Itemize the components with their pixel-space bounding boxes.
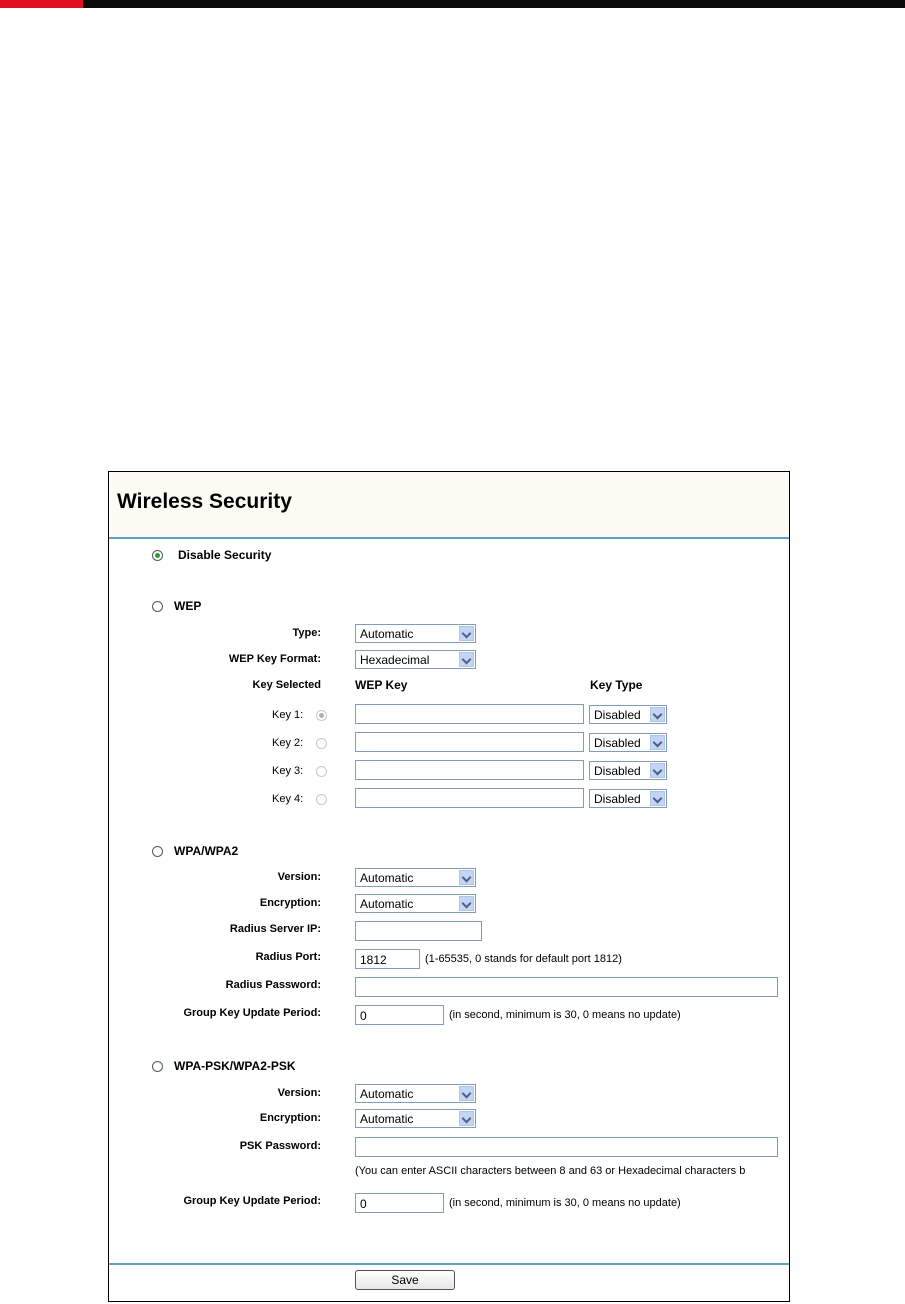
psk-version-select[interactable]: Automatic [355, 1084, 476, 1103]
wep-type-select[interactable]: Automatic [355, 624, 476, 643]
chevron-down-icon [650, 763, 665, 778]
key-selected-header: Key Selected [252, 679, 321, 691]
chevron-down-icon [459, 1086, 474, 1101]
wpa-psk-label: WPA-PSK/WPA2-PSK [174, 1059, 296, 1073]
wep-label: WEP [174, 599, 202, 613]
chevron-down-icon [459, 652, 474, 667]
radius-server-ip-label: Radius Server IP: [229, 923, 321, 935]
radius-password-input[interactable] [355, 977, 778, 997]
wpa-version-select[interactable]: Automatic [355, 868, 476, 887]
key1-label: Key 1: [272, 709, 304, 721]
header-divider [109, 537, 789, 539]
wpa-group-key-label: Group Key Update Period: [183, 1007, 321, 1019]
key3-input[interactable] [355, 760, 584, 780]
key3-label: Key 3: [272, 765, 304, 777]
chevron-down-icon [459, 1111, 474, 1126]
psk-encryption-label: Encryption: [259, 1112, 321, 1124]
wep-key-format-select[interactable]: Hexadecimal [355, 650, 476, 669]
disable-security-label: Disable Security [178, 548, 272, 562]
top-header-bar [0, 0, 905, 8]
wep-key-header: WEP Key [355, 678, 408, 692]
key1-type-select[interactable]: Disabled [589, 705, 667, 724]
key2-type-select[interactable]: Disabled [589, 733, 667, 752]
key2-input[interactable] [355, 732, 584, 752]
chevron-down-icon [650, 707, 665, 722]
wep-type-label: Type: [292, 627, 321, 639]
key2-label: Key 2: [272, 737, 304, 749]
key1-radio[interactable] [316, 710, 327, 721]
wpa-version-label: Version: [277, 871, 321, 883]
wpa-encryption-label: Encryption: [259, 897, 321, 909]
chevron-down-icon [459, 870, 474, 885]
panel-header [109, 472, 789, 537]
psk-encryption-select[interactable]: Automatic [355, 1109, 476, 1128]
key4-input[interactable] [355, 788, 584, 808]
wpa-psk-radio[interactable] [152, 1061, 163, 1072]
footer-divider [109, 1263, 789, 1265]
wpa-group-key-hint: (in second, minimum is 30, 0 means no update) [449, 1009, 681, 1021]
save-button[interactable]: Save [355, 1270, 455, 1290]
radius-port-hint: (1-65535, 0 stands for default port 1812) [425, 953, 622, 965]
wpa-encryption-select[interactable]: Automatic [355, 894, 476, 913]
key4-radio[interactable] [316, 794, 327, 805]
wpa-radio[interactable] [152, 846, 163, 857]
chevron-down-icon [650, 735, 665, 750]
brand-accent-bar [0, 0, 83, 8]
wpa-group-key-input[interactable]: 0 [355, 1005, 444, 1025]
chevron-down-icon [650, 791, 665, 806]
page-title: Wireless Security [117, 490, 292, 513]
key3-radio[interactable] [316, 766, 327, 777]
psk-password-hint: (You can enter ASCII characters between 8 and 63 or Hexadecimal characters b [355, 1165, 746, 1177]
wireless-security-panel [108, 471, 790, 1302]
key-type-header: Key Type [590, 678, 643, 692]
chevron-down-icon [459, 626, 474, 641]
key1-input[interactable] [355, 704, 584, 724]
radius-password-label: Radius Password: [225, 979, 321, 991]
radius-port-input[interactable]: 1812 [355, 949, 420, 969]
key4-label: Key 4: [272, 793, 304, 805]
radius-port-label: Radius Port: [255, 951, 321, 963]
key4-type-select[interactable]: Disabled [589, 789, 667, 808]
disable-security-radio[interactable] [152, 550, 163, 561]
psk-version-label: Version: [277, 1087, 321, 1099]
key2-radio[interactable] [316, 738, 327, 749]
key3-type-select[interactable]: Disabled [589, 761, 667, 780]
psk-group-key-hint: (in second, minimum is 30, 0 means no update) [449, 1197, 681, 1209]
psk-group-key-label: Group Key Update Period: [183, 1195, 321, 1207]
psk-password-input[interactable] [355, 1137, 778, 1157]
wep-radio[interactable] [152, 601, 163, 612]
psk-group-key-input[interactable]: 0 [355, 1193, 444, 1213]
radius-server-ip-input[interactable] [355, 921, 482, 941]
chevron-down-icon [459, 896, 474, 911]
psk-password-label: PSK Password: [239, 1140, 321, 1152]
wpa-label: WPA/WPA2 [174, 844, 239, 858]
wep-key-format-label: WEP Key Format: [228, 653, 321, 665]
